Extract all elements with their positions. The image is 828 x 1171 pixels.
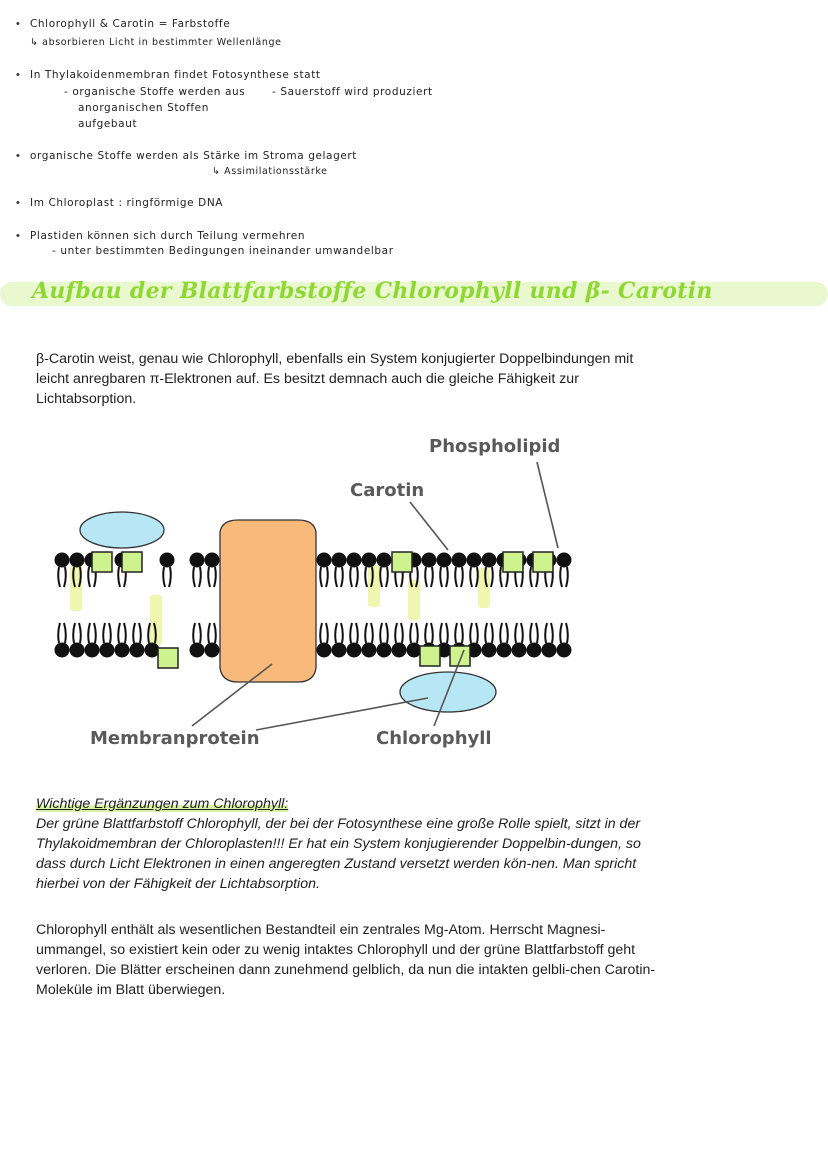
bullet-icon: •: [16, 18, 20, 30]
phospholipid-tail: [485, 623, 493, 643]
phospholipid-tail: [58, 623, 66, 643]
bullet-icon: •: [16, 230, 20, 242]
page-title: Aufbau der Blattfarbstoffe Chlorophyll und β- Carotin: [32, 278, 713, 304]
chlorophyll-head: [420, 646, 440, 666]
phospholipid-tail: [350, 567, 358, 587]
note-line: ↳ Assimilationsstärke: [212, 166, 328, 177]
phospholipid-tail: [163, 567, 171, 587]
phospholipid-head: [557, 643, 572, 658]
phospholipid-tail: [193, 567, 201, 587]
phospholipid-head: [437, 553, 452, 568]
phospholipid-head: [347, 553, 362, 568]
chlorophyll-head: [533, 552, 553, 572]
phospholipid-head: [392, 643, 407, 658]
membrane-diagram: [40, 420, 600, 760]
phospholipid-tail: [440, 623, 448, 643]
phospholipid-head: [467, 553, 482, 568]
note-line: In Thylakoidenmembran findet Fotosynthese statt: [30, 69, 321, 81]
phospholipid-head: [362, 553, 377, 568]
phospholipid-tail: [335, 567, 343, 587]
phospholipid-tail: [455, 567, 463, 587]
phospholipid-head: [70, 553, 85, 568]
bullet-icon: •: [16, 69, 20, 81]
phospholipid-head: [130, 643, 145, 658]
phospholipid-tail: [500, 623, 508, 643]
phospholipid-tail: [350, 623, 358, 643]
phospholipid-tail: [365, 623, 373, 643]
note-line: organische Stoffe werden als Stärke im Stroma gelagert: [30, 150, 358, 162]
phospholipid-head: [557, 553, 572, 568]
phospholipid-tail: [410, 623, 418, 643]
carotin-molecule: [478, 568, 490, 608]
phospholipid-head: [190, 553, 205, 568]
phospholipid-head: [452, 553, 467, 568]
phospholipid-tail: [320, 567, 328, 587]
phospholipid-tail: [208, 623, 216, 643]
phospholipid-tail: [455, 623, 463, 643]
phospholipid-tail: [560, 623, 568, 643]
phospholipid-tail: [208, 567, 216, 587]
phospholipid-head: [527, 643, 542, 658]
phospholipid-head: [482, 643, 497, 658]
phospholipid-tail: [515, 623, 523, 643]
chlorophyll-disc: [80, 512, 164, 548]
phospholipid-tail: [440, 567, 448, 587]
phospholipid-tail: [380, 567, 388, 587]
chlorophyll-head: [92, 552, 112, 572]
phospholipid-head: [497, 643, 512, 658]
note-line: Plastiden können sich durch Teilung vermehren: [30, 230, 306, 242]
phospholipid-head: [332, 643, 347, 658]
phospholipid-tail: [335, 623, 343, 643]
note-line: - unter bestimmten Bedingungen ineinander umwandelbar: [52, 245, 394, 257]
chlorophyll-head: [122, 552, 142, 572]
phospholipid-tail: [425, 567, 433, 587]
note-line: - organische Stoffe werden aus: [64, 86, 246, 98]
phospholipid-head: [70, 643, 85, 658]
chlorophyll-label: Chlorophyll: [376, 728, 492, 749]
phospholipid-head: [377, 553, 392, 568]
carotin-molecule: [368, 565, 380, 607]
phospholipid-tail: [73, 623, 81, 643]
bullet-icon: •: [16, 150, 20, 162]
chlorophyll-head: [392, 552, 412, 572]
bullet-icon: •: [16, 197, 20, 209]
phospholipid-head: [317, 643, 332, 658]
membranprotein-label: Membranprotein: [90, 728, 260, 749]
note-line: Im Chloroplast : ringförmige DNA: [30, 197, 224, 209]
phospholipid-head: [190, 643, 205, 658]
phospholipid-label: Phospholipid: [429, 436, 561, 457]
phospholipid-tail: [395, 623, 403, 643]
pointer-line: [537, 462, 558, 548]
phospholipid-head: [482, 553, 497, 568]
phospholipid-head: [115, 643, 130, 658]
chlorophyll-head: [158, 648, 178, 668]
additions-paragraph-1: Der grüne Blattfarbstoff Chlorophyll, der bei der Fotosynthese eine große Rolle spielt, sitzt in der Thylakoidmembran der Chloroplasten!!! Er hat ein System konjugierender Doppelbin-dungen, so dass durch Licht Elektronen in einen angeregten Zustand versetzt werden kön-nen. Man spricht hierbei von der Fähigkeit der Lichtabsorption.: [36, 816, 641, 892]
phospholipid-head: [362, 643, 377, 658]
phospholipid-head: [512, 643, 527, 658]
phospholipid-head: [160, 553, 175, 568]
phospholipid-head: [422, 553, 437, 568]
phospholipid-tail: [470, 567, 478, 587]
additions-heading-text: Wichtige Ergänzungen zum Chlorophyll:: [36, 796, 289, 812]
note-line: ↳ absorbieren Licht in bestimmter Wellenlänge: [30, 37, 282, 48]
phospholipid-tail: [193, 623, 201, 643]
phospholipid-head: [205, 643, 220, 658]
pointer-line: [256, 698, 428, 730]
phospholipid-tail: [320, 623, 328, 643]
phospholipid-tail: [470, 623, 478, 643]
phospholipid-head: [100, 643, 115, 658]
phospholipid-head: [85, 643, 100, 658]
phospholipid-head: [332, 553, 347, 568]
phospholipid-head: [347, 643, 362, 658]
phospholipid-tail: [133, 623, 141, 643]
chlorophyll-head: [450, 646, 470, 666]
phospholipid-head: [55, 643, 70, 658]
note-line: aufgebaut: [78, 118, 138, 130]
phospholipid-tail: [560, 567, 568, 587]
intro-paragraph: β-Carotin weist, genau wie Chlorophyll, ebenfalls ein System konjugierter Doppelbindungen mit leicht anregbaren π-Elektronen auf. Es besitzt demnach auch die gleiche Fähigkeit zur Lichtabsorption.: [36, 351, 634, 407]
chlorophyll-head: [503, 552, 523, 572]
phospholipid-tail: [118, 623, 126, 643]
phospholipid-tail: [88, 623, 96, 643]
phospholipid-head: [377, 643, 392, 658]
phospholipid-tail: [545, 623, 553, 643]
phospholipid-tail: [380, 623, 388, 643]
phospholipid-tail: [58, 567, 66, 587]
phospholipid-tail: [103, 623, 111, 643]
phospholipid-tail: [530, 623, 538, 643]
phospholipid-head: [55, 553, 70, 568]
note-line: - Sauerstoff wird produziert: [272, 86, 433, 98]
phospholipid-tail: [425, 623, 433, 643]
pointer-line: [410, 502, 448, 550]
additions-paragraph-2: Chlorophyll enthält als wesentlichen Bestandteil ein zentrales Mg-Atom. Herrscht Magnesi-ummangel, so existiert kein oder zu wenig intaktes Chlorophyll und der grüne Blattfarbstoff geht verloren. Die Blätter erscheinen dann zunehmend gelblich, da nun die intakten gelbli-chen Carotin-Moleküle im Blatt überwiegen.: [36, 922, 656, 998]
additions-heading: [36, 794, 676, 814]
phospholipid-head: [317, 553, 332, 568]
carotin-label: Carotin: [350, 480, 425, 501]
phospholipid-head: [205, 553, 220, 568]
note-line: anorganischen Stoffen: [78, 102, 209, 114]
membrane-protein-shape: [220, 520, 316, 682]
phospholipid-head: [542, 643, 557, 658]
carotin-molecule: [408, 580, 420, 620]
note-line: Chlorophyll & Carotin = Farbstoffe: [30, 18, 231, 30]
